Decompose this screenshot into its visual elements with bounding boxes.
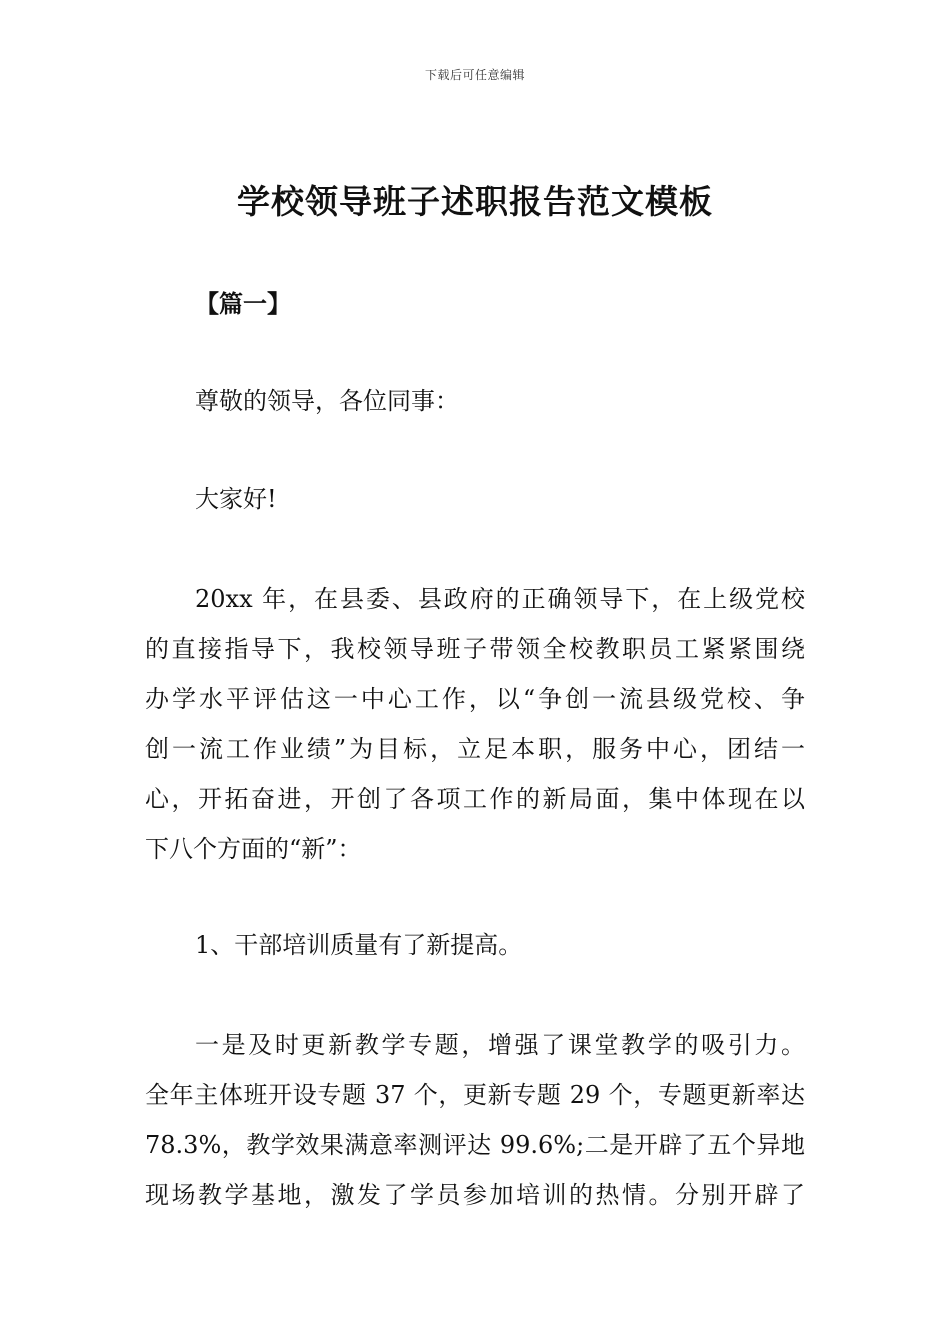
paragraph-line: 78.3%，教学效果满意率测评达 99.6%;二是开辟了五个异地 [145, 1131, 805, 1159]
document-title: 学校领导班子述职报告范文模板 [237, 182, 713, 221]
paragraph-line: 创一流工作业绩”为目标，立足本职，服务中心，团结一 [145, 735, 805, 763]
paragraph-line: 办学水平评估这一中心工作，以“争创一流县级党校、争 [145, 685, 805, 713]
item1-heading-block [145, 920, 805, 970]
section-heading: 【篇一】 [195, 290, 291, 318]
item1-heading: 1、干部培训质量有了新提高。 [195, 931, 523, 959]
greeting-block [145, 474, 805, 524]
paragraph-line: 一是及时更新教学专题，增强了课堂教学的吸引力。 [195, 1031, 805, 1059]
paragraph-line: 心，开拓奋进，开创了各项工作的新局面，集中体现在以 [145, 785, 805, 813]
salutation-block [145, 376, 805, 426]
header-note: 下载后可任意编辑 [424, 68, 525, 82]
salutation-line: 尊敬的领导，各位同事： [195, 387, 459, 415]
greeting-line: 大家好! [195, 485, 277, 513]
paragraph-intro [145, 574, 805, 874]
paragraph-line: 全年主体班开设专题 37 个，更新专题 29 个，专题更新率达 [145, 1081, 805, 1109]
paragraph-line: 现场教学基地，激发了学员参加培训的热情。分别开辟了 [145, 1181, 805, 1209]
paragraph-line: 的直接指导下，我校领导班子带领全校教职员工紧紧围绕 [145, 635, 805, 663]
paragraph-line: 下八个方面的“新”： [145, 835, 362, 863]
paragraph-item1 [145, 1020, 805, 1220]
paragraph-line: 20xx 年，在县委、县政府的正确领导下，在上级党校 [195, 585, 805, 613]
